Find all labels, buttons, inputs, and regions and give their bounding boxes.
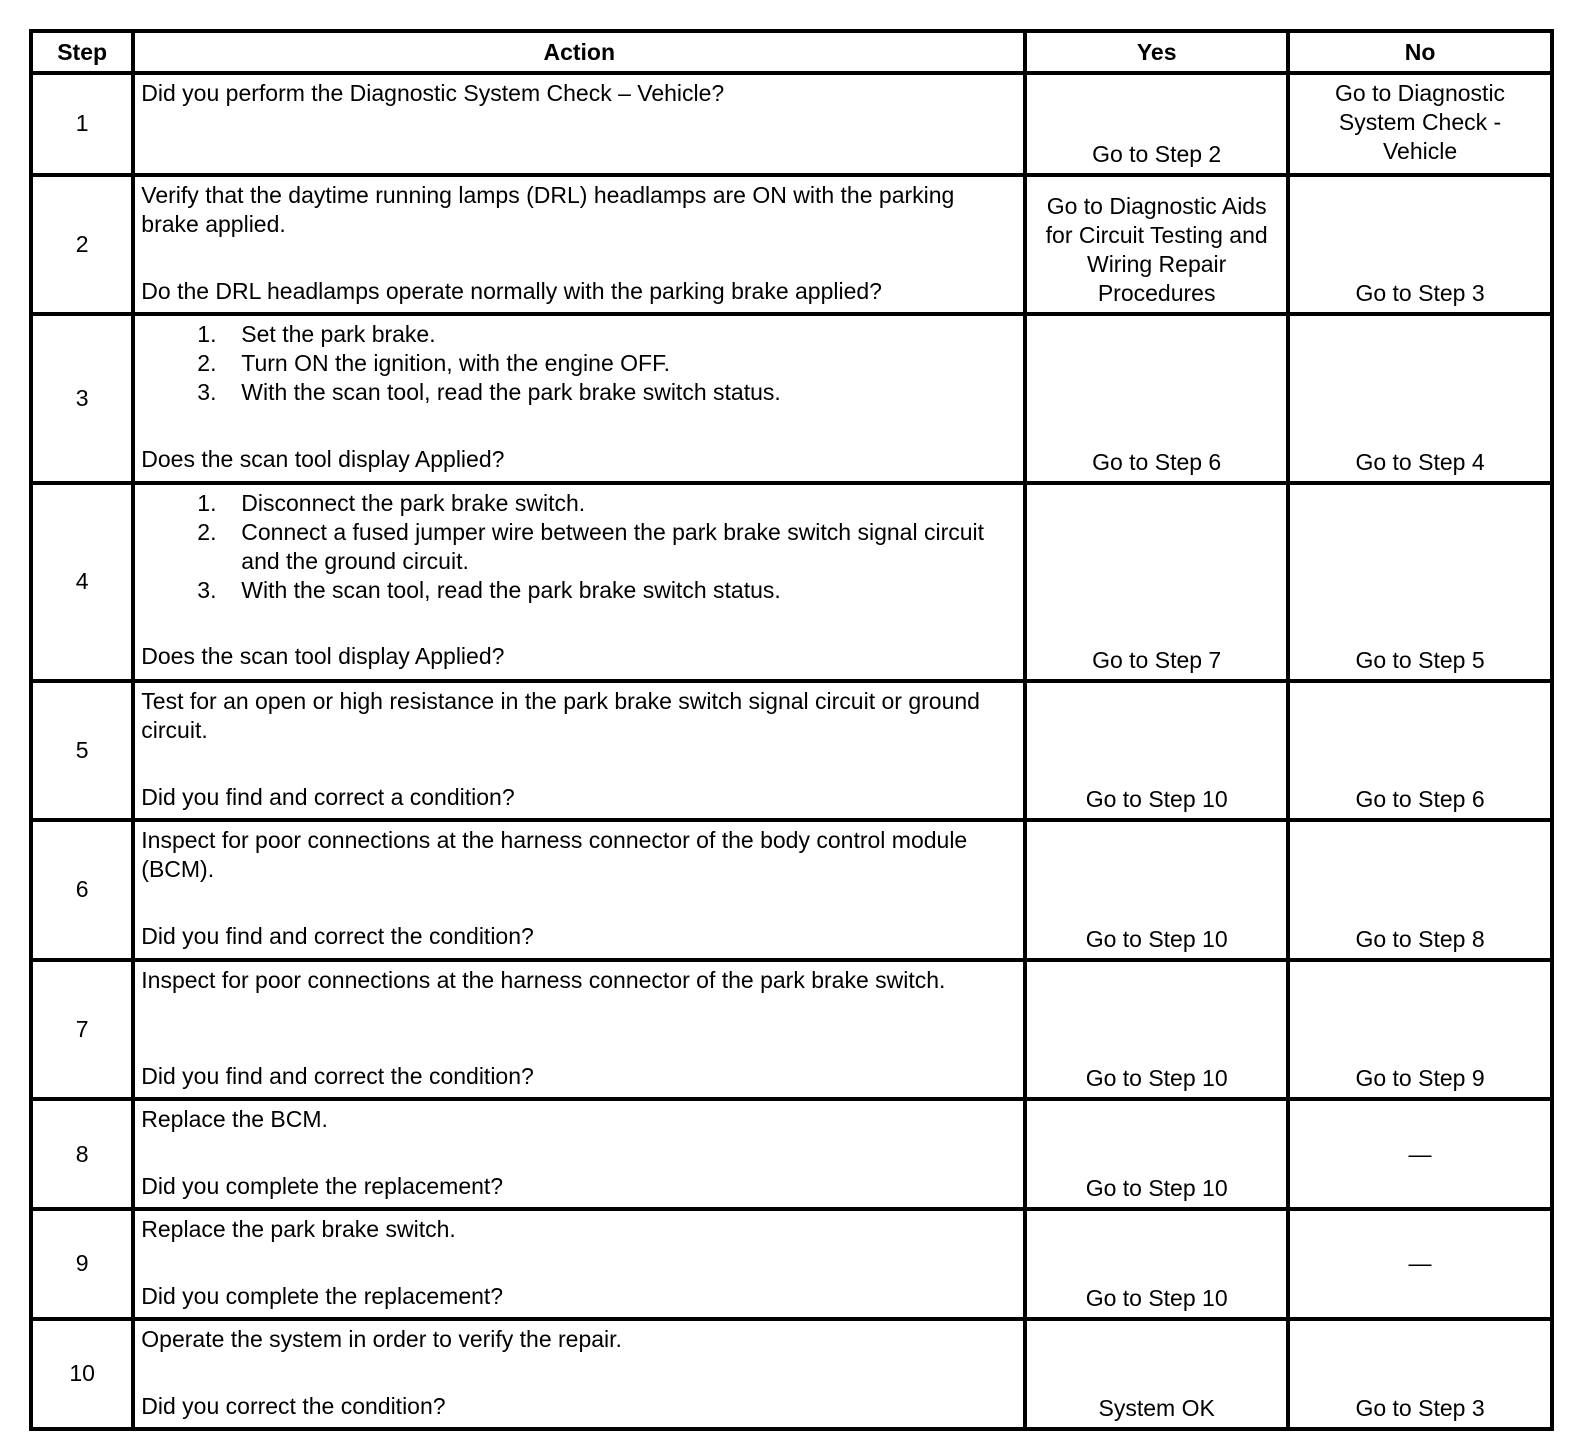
table-row xyxy=(31,820,1552,959)
step-number: 4 xyxy=(31,483,133,680)
table-row xyxy=(31,1209,1552,1319)
action-text: Test for an open or high resistance in the park brake switch signal circuit or ground circuit. xyxy=(141,687,980,743)
yes-cell xyxy=(1025,175,1288,314)
yes-line: Procedures xyxy=(1097,280,1216,307)
yes-cell: Go to Step 10 xyxy=(1025,1099,1288,1209)
action-cell xyxy=(133,483,1025,680)
step-number: 7 xyxy=(31,960,133,1099)
list-item: 1. Disconnect the park brake switch. xyxy=(197,490,586,517)
action-cell xyxy=(133,1099,1025,1209)
action-text: Inspect for poor connections at the harness connector of the body control module (BCM). xyxy=(141,827,968,883)
action-question: Did you correct the condition? xyxy=(141,1392,446,1419)
action-text: Inspect for poor connections at the harness connector of the park brake switch. xyxy=(141,966,946,993)
table-row xyxy=(31,681,1552,820)
no-cell: Go to Step 3 xyxy=(1288,175,1552,314)
action-question: Did you find and correct the condition? xyxy=(141,923,534,950)
no-cell: Go to Step 3 xyxy=(1288,1319,1552,1429)
action-question: Does the scan tool display Applied? xyxy=(141,643,505,670)
action-cell xyxy=(133,1319,1025,1429)
action-cell xyxy=(133,960,1025,1099)
no-cell: Go to Step 4 xyxy=(1288,314,1552,483)
table-row xyxy=(31,1319,1552,1429)
action-text: Operate the system in order to verify the repair. xyxy=(141,1325,622,1352)
action-cell xyxy=(133,175,1025,314)
action-cell xyxy=(133,820,1025,959)
action-cell xyxy=(133,73,1025,175)
yes-cell: System OK xyxy=(1025,1319,1288,1429)
action-question: Did you complete the replacement? xyxy=(141,1173,504,1200)
yes-cell: Go to Step 10 xyxy=(1025,1209,1288,1319)
action-text: Verify that the daytime running lamps (DRL) headlamps are ON with the parking brake applied. xyxy=(141,181,955,237)
step-number: 10 xyxy=(31,1319,133,1429)
no-cell: — xyxy=(1288,1209,1552,1319)
yes-line: Wiring Repair xyxy=(1086,251,1227,278)
yes-cell: Go to Step 2 xyxy=(1025,73,1288,175)
table-row xyxy=(31,483,1552,680)
table-row xyxy=(31,1099,1552,1209)
no-cell: Go to Step 6 xyxy=(1288,681,1552,820)
no-line: System Check - xyxy=(1338,109,1502,135)
no-line: Vehicle xyxy=(1382,138,1458,164)
no-cell: Go to Step 5 xyxy=(1288,483,1552,680)
action-cell xyxy=(133,314,1025,483)
yes-line: for Circuit Testing and xyxy=(1045,222,1268,249)
no-line: Go to Diagnostic xyxy=(1335,80,1506,106)
action-cell xyxy=(133,681,1025,820)
yes-cell: Go to Step 6 xyxy=(1025,314,1288,483)
header-yes: Yes xyxy=(1025,31,1288,73)
step-number: 5 xyxy=(31,681,133,820)
step-number: 6 xyxy=(31,820,133,959)
action-question: Do the DRL headlamps operate normally with the parking brake applied? xyxy=(141,277,882,304)
list-item: 2. Turn ON the ignition, with the engine OFF. xyxy=(197,350,670,377)
table-header-row xyxy=(31,31,1552,73)
list-item: 3. With the scan tool, read the park brake switch status. xyxy=(197,379,781,406)
action-question: Did you find and correct a condition? xyxy=(141,783,515,810)
action-text: Replace the BCM. xyxy=(141,1106,328,1133)
diagnostic-table xyxy=(29,29,1554,1431)
action-text: Did you perform the Diagnostic System Check – Vehicle? xyxy=(141,80,725,106)
table-row xyxy=(31,175,1552,314)
step-number: 3 xyxy=(31,314,133,483)
no-cell xyxy=(1288,73,1552,175)
action-text: Replace the park brake switch. xyxy=(141,1216,456,1243)
yes-cell: Go to Step 10 xyxy=(1025,820,1288,959)
list-item: 1. Set the park brake. xyxy=(197,321,436,348)
no-cell: — xyxy=(1288,1099,1552,1209)
action-cell xyxy=(133,1209,1025,1319)
header-no: No xyxy=(1288,31,1552,73)
header-step: Step xyxy=(31,31,133,73)
yes-cell: Go to Step 10 xyxy=(1025,960,1288,1099)
step-number: 8 xyxy=(31,1099,133,1209)
action-list xyxy=(141,320,1017,407)
table-row xyxy=(31,960,1552,1099)
action-list xyxy=(141,489,1017,605)
no-cell: Go to Step 9 xyxy=(1288,960,1552,1099)
yes-cell: Go to Step 7 xyxy=(1025,483,1288,680)
step-number: 2 xyxy=(31,175,133,314)
step-number: 9 xyxy=(31,1209,133,1319)
list-item: 3. With the scan tool, read the park brake switch status. xyxy=(197,577,781,604)
table-row xyxy=(31,73,1552,175)
yes-line: Go to Diagnostic Aids xyxy=(1046,193,1267,220)
action-question: Does the scan tool display Applied? xyxy=(141,446,505,473)
table-row xyxy=(31,314,1552,483)
list-item: 2. Connect a fused jumper wire between the park brake switch signal circuit and the ground circuit. xyxy=(197,519,985,575)
action-question: Did you complete the replacement? xyxy=(141,1283,504,1310)
step-number: 1 xyxy=(31,73,133,175)
yes-cell: Go to Step 10 xyxy=(1025,681,1288,820)
action-question: Did you find and correct the condition? xyxy=(141,1062,534,1089)
no-cell: Go to Step 8 xyxy=(1288,820,1552,959)
header-action: Action xyxy=(133,31,1025,73)
